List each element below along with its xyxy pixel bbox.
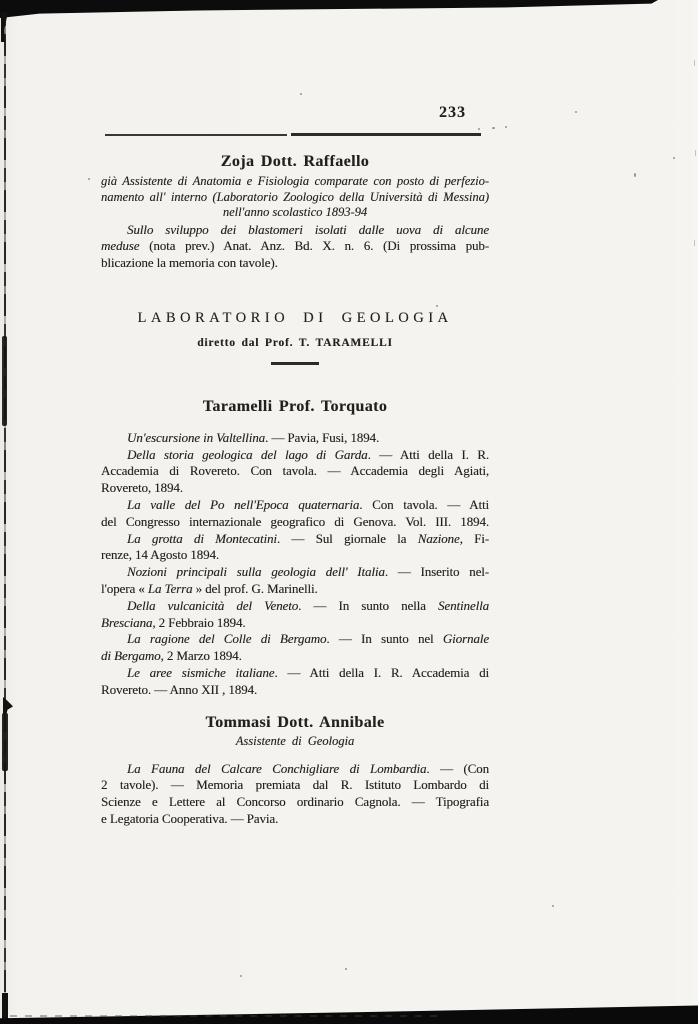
text-run: Un'escursione in Valtellina (127, 429, 266, 445)
header-rule-segment (291, 133, 481, 136)
text-run: 2 Marzo 1894. (163, 648, 242, 664)
text-line (101, 648, 489, 665)
text-line (101, 222, 489, 239)
text-line (101, 581, 489, 598)
text-run: . — In sunto nel (326, 631, 443, 647)
text-run: Giornale (442, 631, 489, 647)
text-run: , Fi- (459, 530, 489, 546)
text-run: e Legatoria Cooperativa. — Pavia. (101, 811, 279, 827)
text-line (101, 497, 489, 514)
text-run: nell'anno scolastico 1893-94 (222, 205, 368, 219)
text-line (101, 682, 489, 699)
text-run: (nota prev.) Anat. Anz. Bd. X. n. 6. (Di prossima pub- (139, 238, 489, 254)
text-run: di Bergamo, (101, 648, 164, 664)
scan-tick (694, 240, 695, 246)
text-line (101, 430, 489, 447)
zoja-publication (101, 222, 489, 272)
text-run: La grotta di Montecatini (127, 530, 277, 546)
text-column (101, 0, 489, 828)
text-run: del Congresso internazionale geografico di Genova. Vol. III. 1894. (101, 513, 489, 529)
text-run: Accademia di Rovereto. Con tavola. — Accademia degli Agiati, (101, 463, 489, 479)
text-run: La Terra (147, 581, 193, 597)
scan-tick (694, 60, 695, 66)
text-run: meduse (101, 238, 140, 254)
text-line (101, 480, 489, 497)
text-line (101, 598, 489, 615)
text-line (101, 615, 489, 632)
text-run: Nazione (417, 530, 460, 546)
scan-speck (505, 126, 507, 128)
text-line (101, 205, 489, 221)
scan-edge-left (4, 12, 6, 1024)
text-run: Le aree sismiche italiane (127, 665, 275, 681)
text-run: La ragione del Colle di Bergamo (127, 631, 327, 647)
text-run: Rovereto. — Anno XII , 1894. (101, 681, 258, 697)
text-run: blicazione la memoria con tavole). (101, 255, 278, 271)
text-run: La Fauna del Calcare Conchigliare di Lombardia (127, 760, 427, 776)
text-line (101, 447, 489, 464)
scan-smudge (10, 1015, 440, 1017)
text-run: . — In sunto nella (298, 597, 438, 613)
scan-ink-blob (3, 697, 13, 714)
text-line (101, 564, 489, 581)
text-run: già Assistente di Anatomia e Fisiologia comparate con posto di perfezio- (101, 174, 489, 188)
text-line (101, 463, 489, 480)
text-run: . — Atti della I. R. Accademia di (274, 665, 489, 681)
tommasi-heading: Tommasi Dott. Annibale (205, 713, 385, 731)
text-run: Bresciana, (101, 614, 156, 630)
scan-tick (695, 150, 696, 156)
text-line (101, 665, 489, 682)
text-line (101, 761, 489, 778)
zoja-note (101, 174, 489, 221)
scan-speck (552, 905, 554, 907)
tommasi-subtitle: Assistente di Geologia (235, 733, 355, 748)
text-run: Nozioni principali sulla geologia dell' Italia (127, 564, 385, 580)
scan-ink-blob (1, 12, 8, 42)
text-line (101, 238, 489, 255)
tommasi-publication (101, 761, 489, 828)
text-run: Scienze e Lettere al Concorso ordinario Cagnola. — Tipografia (101, 794, 489, 810)
header-rule (101, 133, 489, 136)
text-run: Della storia geologica del lago di Garda (127, 446, 368, 462)
page-number: 233 (439, 104, 466, 121)
scan-speck (345, 968, 347, 970)
text-run: renze, 14 Agosto 1894. (101, 547, 220, 563)
text-line (101, 547, 489, 564)
text-line (101, 514, 489, 531)
text-run: . — Atti della I. R. (367, 446, 489, 462)
text-run: 2 tavole). — Memoria premiata dal R. Istituto Lombardo di (101, 777, 489, 793)
text-run: 2 Febbraio 1894. (155, 614, 246, 630)
text-run: . — Sul giornale la (276, 530, 418, 546)
scan-speck (673, 157, 675, 159)
text-run: La valle del Po nell'Epoca quaternaria (127, 497, 360, 513)
scan-speck (240, 975, 242, 977)
text-line (101, 777, 489, 794)
header-rule-segment (105, 134, 287, 136)
text-line (101, 811, 489, 828)
text-run: . — (Con (426, 760, 489, 776)
scan-ink-blob (2, 336, 7, 426)
text-run: Sentinella (438, 597, 489, 613)
zoja-heading: Zoja Dott. Raffaello (220, 153, 370, 170)
laboratory-title-text: LABORATORIO DI GEOLOGIA (137, 309, 453, 326)
text-run: l'opera « (101, 581, 148, 597)
text-line (101, 174, 489, 190)
scan-edge-bottom (0, 1002, 698, 1024)
text-run: . — Inserito nel- (384, 564, 489, 580)
scan-speck (575, 111, 577, 113)
text-run: Sullo sviluppo dei blastomeri isolati dalle uova di alcune (127, 221, 489, 237)
text-line (101, 531, 489, 548)
text-line (101, 255, 489, 272)
text-run: Della vulcanicità del Veneto (127, 597, 299, 613)
scan-speck (634, 173, 636, 177)
scan-speck (88, 178, 90, 180)
section-divider (271, 362, 319, 365)
text-line (101, 794, 489, 811)
text-run: Rovereto, 1894. (101, 480, 183, 496)
text-run: . Con tavola. — Atti (359, 497, 489, 513)
taramelli-bibliography (101, 430, 489, 699)
text-run: . — Pavia, Fusi, 1894. (265, 429, 380, 445)
taramelli-heading: Taramelli Prof. Torquato (202, 397, 388, 415)
scan-ink-blob (2, 713, 8, 771)
scan-speck (492, 127, 495, 129)
text-line (101, 631, 489, 648)
text-run: » del prof. G. Marinelli. (192, 581, 318, 597)
laboratory-title (101, 309, 489, 351)
text-run: namento all' interno (Laboratorio Zoologico della Università di Messina) (101, 189, 489, 204)
laboratory-director-text: diretto dal Prof. T. TARAMELLI (197, 336, 393, 349)
text-line (101, 190, 489, 206)
